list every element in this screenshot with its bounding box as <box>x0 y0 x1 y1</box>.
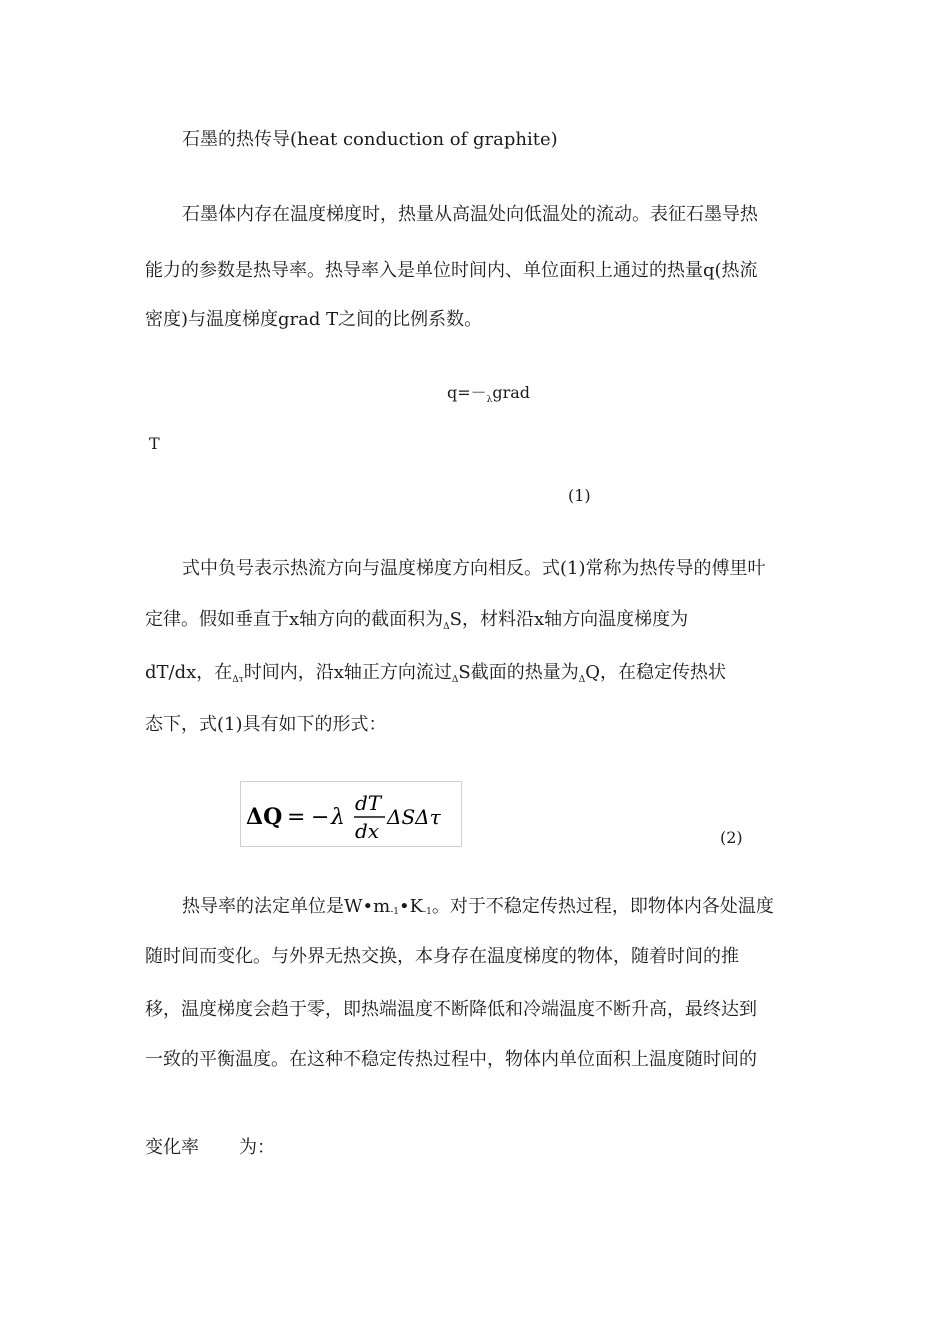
paragraph-1-line-2: 能力的参数是热导率。热导率入是单位时间内、单位面积上通过的热量q(热流 <box>145 260 758 281</box>
eq2-lambda: λ <box>331 805 345 830</box>
eq2-eq: = <box>287 805 306 830</box>
p3-l5a: 变化率 <box>145 1137 199 1158</box>
eq1-lambda: λ <box>486 395 493 405</box>
equation-1 <box>447 381 530 408</box>
p2-l3a: dT/dx，在 <box>145 662 233 683</box>
paragraph-3-line-3: 移，温度梯度会趋于零，即热端温度不断降低和冷端温度不断升高，最终达到 <box>145 999 757 1020</box>
p2-l3d: Q，在稳定传热状 <box>585 662 727 683</box>
paragraph-3-line-5 <box>145 1136 275 1160</box>
p2-l3b: 时间内，沿x轴正方向流过 <box>243 662 452 683</box>
p2-l3c: S截面的热量为 <box>458 662 579 683</box>
p3-l1e: 。对于不稳定传热过程，即物体内各处温度 <box>431 896 774 917</box>
paragraph-3-line-1 <box>182 895 774 922</box>
eq2-dq: ΔQ <box>246 804 283 830</box>
eq2-minus: − <box>311 805 330 830</box>
equation-1-continuation: T <box>149 434 160 453</box>
paragraph-2-line-3 <box>145 661 726 688</box>
p3-l5b: 为： <box>239 1137 275 1158</box>
p2-delta-1: Δ <box>443 622 450 632</box>
paragraph-2-line-1: 式中负号表示热流方向与温度梯度方向相反。式(1)常称为热传导的傅里叶 <box>182 558 766 579</box>
document-title <box>182 128 558 152</box>
eq1-rhs: grad <box>492 383 531 402</box>
p2-l2b: S，材料沿x轴方向温度梯度为 <box>449 609 689 630</box>
p2-delta-tau: Δτ <box>232 675 244 685</box>
eq2-tail: ΔSΔτ <box>387 805 441 829</box>
p3-exp-2: -1 <box>423 907 432 917</box>
p2-delta-3: Δ <box>578 675 586 685</box>
p2-delta-2: Δ <box>451 675 459 685</box>
p3-l1a: 热导率的法定单位是W•m <box>182 896 391 917</box>
paragraph-1-line-1: 石墨体内存在温度梯度时，热量从高温处向低温处的流动。表征石墨导热 <box>182 204 758 225</box>
equation-1-number: (1) <box>568 486 591 505</box>
p2-l2a: 定律。假如垂直于x轴方向的截面积为 <box>145 609 444 630</box>
paragraph-1-line-3: 密度)与温度梯度grad T之间的比例系数。 <box>145 309 483 330</box>
paragraph-2-line-2 <box>145 608 688 635</box>
title-text: 石墨的热传导(heat conduction of graphite) <box>182 129 558 150</box>
p3-exp-1: -1 <box>390 907 399 917</box>
equation-2-number: (2) <box>720 828 743 847</box>
equation-2-svg <box>241 782 461 846</box>
paragraph-3-line-4: 一致的平衡温度。在这种不稳定传热过程中，物体内单位面积上温度随时间的 <box>145 1049 757 1070</box>
eq2-numerator: dT <box>355 791 382 815</box>
paragraph-3-line-2: 随时间而变化。与外界无热交换，本身存在温度梯度的物体，随着时间的推 <box>145 946 739 967</box>
p3-l1c: •K <box>398 896 424 917</box>
equation-2-image <box>240 781 462 847</box>
paragraph-2-line-4: 态下，式(1)具有如下的形式： <box>145 714 387 735</box>
eq2-denominator: dx <box>355 819 380 843</box>
eq1-lhs: q=－ <box>447 383 487 402</box>
